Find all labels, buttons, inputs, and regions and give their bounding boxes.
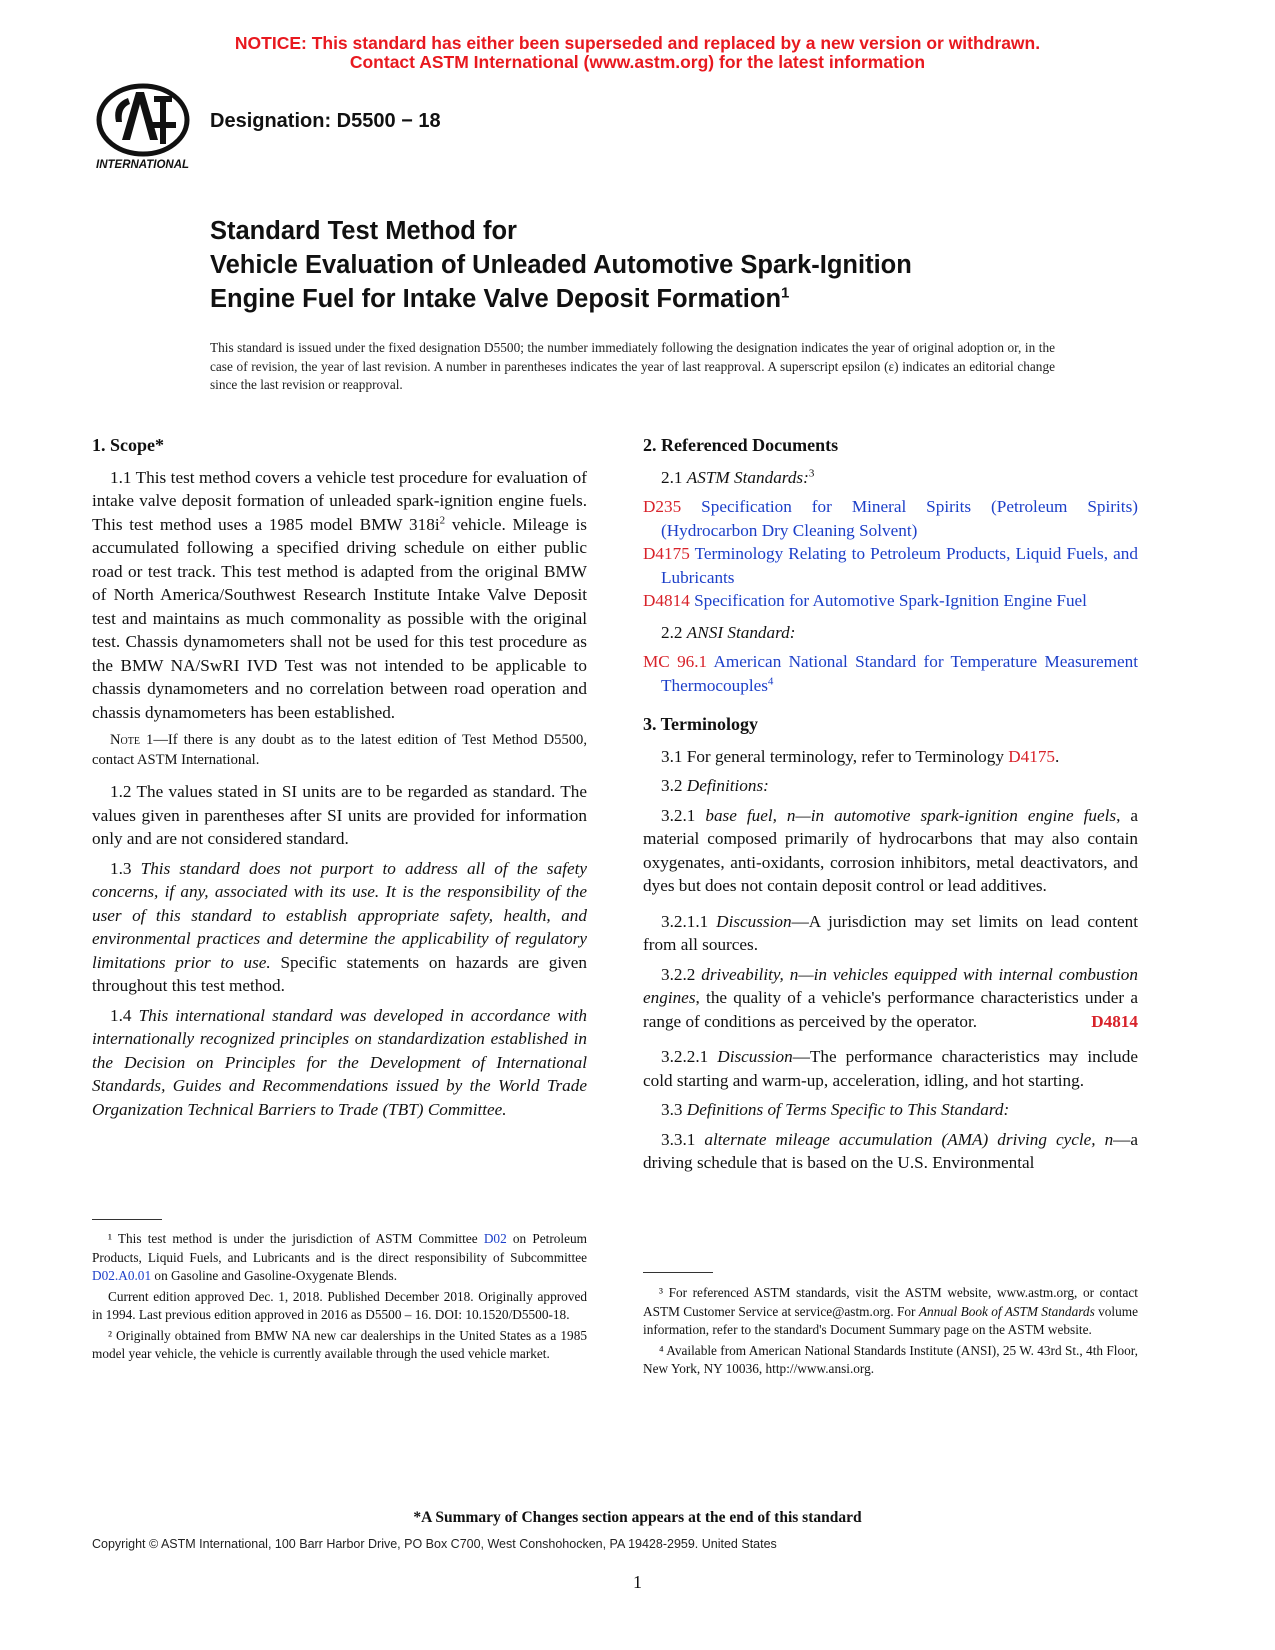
left-column [92, 434, 587, 1127]
para-1-3: 1.3 This standard does not purport to address all of the safety concerns, if any, associated with its use. It is the responsibility of the user of this standard to establish appropriate safety, health, and environmental practices and determine the applicability of regulatory limitations prior to use. Specific statements on hazards are given throughout this test method. [92, 858, 588, 995]
para-3-2: 3.2 Definitions: [661, 776, 769, 795]
footnote-2: ² Originally obtained from BMW NA new car dealerships in the United States as a 1985 model year vehicle, the vehicle is currently available through the used vehicle market. [92, 1327, 587, 1361]
footnote-rule-left [92, 1219, 162, 1220]
footnote-1-edition: Current edition approved Dec. 1, 2018. Published December 2018. Originally approved in 1994. Last previous edition approved in 2016 as D5500 – 16. DOI: 10.1520/D5500-18. [92, 1288, 587, 1322]
summary-of-changes-note: *A Summary of Changes section appears at the end of this standard [413, 1509, 862, 1526]
footnote-4: ⁴ Available from American National Standards Institute (ANSI), 25 W. 43rd St., 4th Floor, New York, NY 10036, http://www.ansi.org. [643, 1342, 1138, 1376]
ansi-standard-label: 2.2 ANSI Standard: [661, 622, 796, 642]
link-d4814[interactable]: D4814 [1091, 1011, 1138, 1031]
footnotes-right [643, 1284, 1138, 1381]
ref-mc96-1[interactable]: MC 96.1 American National Standard for Temperature Measurement Thermocouples$^4$ [643, 652, 1139, 695]
para-3-2-1-1: 3.2.1.1 Discussion—A jurisdiction may set limits on lead content from all sources. [643, 911, 1138, 954]
para-3-2-2-1: 3.2.2.1 Discussion—The performance characteristics may include cold starting and warm-up, acceleration, idling, and hot starting. [643, 1047, 1138, 1090]
para-3-3: 3.3 Definitions of Terms Specific to This Standard: [661, 1100, 1010, 1119]
title-line-3: Engine Fuel for Intake Valve Deposit Formation$^1$ [210, 284, 790, 313]
logo-wordmark: INTERNATIONAL [96, 159, 190, 171]
link-d02-a0-01[interactable]: D02.A0.01 [92, 1268, 152, 1283]
para-3-2-2: 3.2.2 driveability, n—in vehicles equipped with internal combustion engines, the quality of a vehicle's performance characteristics under a range of conditions as perceived by the operator. D4814 [643, 963, 1138, 1034]
link-d4175[interactable]: D4175 [1008, 746, 1056, 766]
footnote-1: ¹ This test method is under the jurisdiction of ASTM Committee D02 on Petroleum Products, Liquid Fuels, and Lubricants and is the direct responsibility of Subcommittee D02.A0.01 on Gasoline and Gasoline-Oxygenate Blends. [92, 1231, 587, 1283]
section-2-heading: 2. Referenced Documents [643, 435, 839, 455]
para-3-3-1: 3.3.1 alternate mileage accumulation (AMA) driving cycle, n—a driving schedule that is based on the U.S. Environmental [643, 1129, 1138, 1172]
astm-logo [92, 82, 194, 174]
note-1: Note 1—If there is any doubt as to the latest edition of Test Method D5500, contact ASTM International. [92, 732, 587, 768]
title-line-2: Vehicle Evaluation of Unleaded Automotive Spark-Ignition [210, 251, 912, 279]
ref-d4175[interactable]: D4175 Terminology Relating to Petroleum Products, Liquid Fuels, and Lubricants [643, 544, 1138, 587]
section-3-heading: 3. Terminology [643, 714, 759, 734]
para-3-2-1: 3.2.1 base fuel, n—in automotive spark-ignition engine fuels, a material composed primarily of hydrocarbons that may also contain oxygenates, anti-oxidants, corrosion inhibitors, metal deactivators, and dyes but does not contain deposit control or lead additives. [643, 805, 1138, 895]
issuance-statement: This standard is issued under the fixed designation D5500; the number immediately following the designation indicates the year of original adoption or, in the case of revision, the year of last revision. A number in parentheses indicates the year of last reapproval. A superscript epsilon (ε) indicates an editorial change since the last revision or reapproval. [210, 340, 1055, 392]
copyright: Copyright © ASTM International, 100 Barr Harbor Drive, PO Box C700, West Conshohocken, PA 19428-2959. United States [92, 1537, 777, 1551]
link-d02[interactable]: D02 [483, 1231, 507, 1246]
astm-logo-icon [92, 82, 194, 174]
footnote-rule-right [643, 1272, 713, 1273]
section-1-heading: 1. Scope* [92, 435, 164, 455]
right-column [643, 434, 1138, 1181]
page-number: 1 [633, 1572, 642, 1592]
footnote-ref-2[interactable]: 2 [439, 513, 446, 526]
para-3-1: 3.1 For general terminology, refer to Terminology D4175. [661, 746, 1060, 766]
title-footnote-ref[interactable]: 1 [781, 284, 790, 302]
notice-banner [0, 34, 1275, 72]
designation: Designation: D5500 − 18 [210, 110, 441, 132]
footnotes-left [92, 1230, 587, 1366]
para-1-4: 1.4 This international standard was developed in accordance with internationally recognized principles on standardization established in the Decision on Principles for the Development of International Standards, Guides and Recommendations issued by the World Trade Organization Technical Barriers to Trade (TBT) Committee. [92, 1005, 587, 1119]
ref-d4814[interactable]: D4814 Specification for Automotive Spark-Ignition Engine Fuel [643, 591, 1087, 610]
notice-line-2: Contact ASTM International (www.astm.org) for the latest information [349, 52, 926, 72]
title-line-1: Standard Test Method for [210, 217, 517, 245]
notice-line-1: NOTICE: This standard has either been superseded and replaced by a new version or withdrawn. [234, 33, 1041, 53]
footnote-ref-3[interactable]: 3 [808, 466, 815, 479]
para-1-2: 1.2 The values stated in SI units are to be regarded as standard. The values given in parentheses after SI units are provided for information only and are not considered standard. [92, 782, 587, 848]
astm-standards-label: 2.1 ASTM Standards:$^3$ [661, 466, 815, 487]
ref-d235[interactable]: D235 Specification for Mineral Spirits (Petroleum Spirits) (Hydrocarbon Dry Cleaning Solvent) [643, 497, 1138, 540]
document-title [210, 214, 912, 316]
para-1-1: 1.1 This test method covers a vehicle test procedure for evaluation of intake valve deposit formation of unleaded spark-ignition engine fuels. This test method uses a 1985 model BMW $318i^2$ vehicle. Mileage is accumulated following a specified driving schedule on either public road or test track. This test method is adapted from the original BMW of North America/Southwest Research Institute Intake Valve Deposit test and maintains as much commonality as possible with the original test. Chassis dynamometers shall not be used for this test procedure as the BMW NA/SwRI IVD Test was not intended to be applicable to chassis dynamometers and no correlation between road operation and chassis dynamometers has been established. [92, 467, 587, 722]
footnote-3: ³ For referenced ASTM standards, visit the ASTM website, www.astm.org, or contact ASTM Customer Service at service@astm.org. For Annual Book of ASTM Standards volume information, refer to the standard's Document Summary page on the ASTM website. [643, 1285, 1138, 1337]
